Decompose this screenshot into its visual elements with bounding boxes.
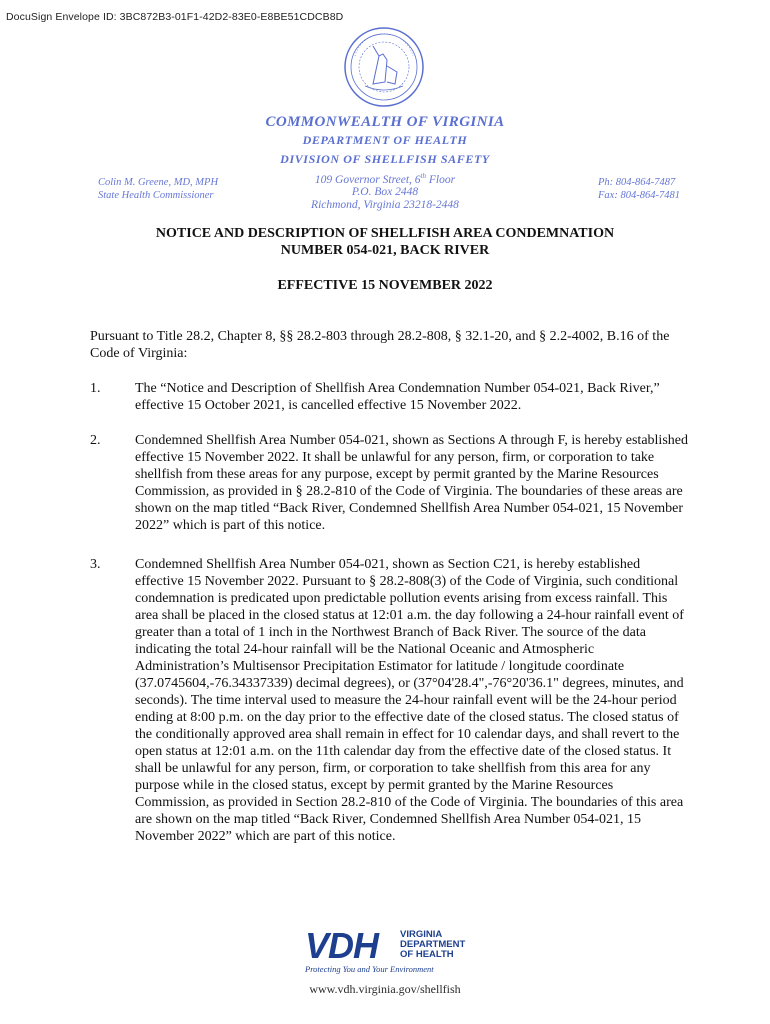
commissioner-title: State Health Commissioner [98, 190, 214, 201]
item-number: 1. [90, 381, 101, 396]
notice-title-line1: NOTICE AND DESCRIPTION OF SHELLFISH AREA CONDEMNATION [155, 226, 615, 241]
fax-number: Fax: 804-864-7481 [598, 190, 680, 201]
vdh-logo [305, 925, 470, 974]
letterhead-commonwealth: COMMONWEALTH OF VIRGINIA [265, 114, 505, 130]
item-number: 2. [90, 433, 101, 448]
address-po-box: P.O. Box 2448 [351, 186, 419, 199]
address-city: Richmond, Virginia 23218-2448 [311, 198, 459, 211]
vdh-logo-tagline: Protecting You and Your Environment [305, 964, 434, 974]
docusign-envelope-id: DocuSign Envelope ID: 3BC872B3-01F1-42D2-83E0-E8BE51CDCB8D [6, 11, 344, 23]
contact-block [598, 176, 680, 202]
item-text: Condemned Shellfish Area Number 054-021, shown as Section C21, is hereby established effective 15 November 2022. Pursuant to § 28.2-808(3) of the Code of Virginia, such conditional condemnation is predicated upon predictable pollution events arising from excess rainfall. This area shall be placed in the closed status at 12:01 a.m. the day following a 24-hour rainfall event of greater than a total of 1 inch in the Northwest Branch of Back River. The source of the data indicating the total 24-hour rainfall will be the National Oceanic and Atmospheric Administration’s Multisensor Precipitation Estimator for latitude / longitude coordinate (37.0745604,-76.34337339) decimal degrees), or (37°04'28.4",-76°20'36.1" degrees, minutes, and seconds). The time interval used to measure the 24-hour rainfall event will be the 24-hour period ending at 8:00 p.m. on the day prior to the effective date of the closed status. The closed status of the conditionally approved area shall remain in effect for 10 calendar days, and shall revert to the open status at 12:01 a.m. on the 11th calendar day from the effective date of the closed status. It shall be unlawful for any person, firm, or corporation to take shellfish from this area for any purpose while in the closed status, except by permit granted by the Marine Resources Commission, as provided in Section 28.2-810 of the Code of Virginia. The boundaries of this area are shown on the map titled “Back River, Condemned Shellfish Area Number 054-021, 15 November 2022” which are part of this notice. [135, 557, 684, 844]
footer-url: www.vdh.virginia.gov/shellfish [309, 982, 461, 996]
address-street: 109 Governor Street, 6th Floor [314, 172, 456, 186]
virginia-state-seal-icon [343, 26, 425, 108]
effective-date-heading: EFFECTIVE 15 NOVEMBER 2022 [277, 278, 493, 293]
letterhead-division: DIVISION OF SHELLFISH SAFETY [280, 152, 490, 166]
notice-title-line2: NUMBER 054-021, BACK RIVER [280, 243, 490, 258]
intro-paragraph: Pursuant to Title 28.2, Chapter 8, §§ 28.2-803 through 28.2-808, § 32.1-20, and § 2.2-4002, B.16 of the Code of Virginia: [90, 329, 670, 361]
item-text: Condemned Shellfish Area Number 054-021, shown as Sections A through F, is hereby established effective 15 November 2022. It shall be unlawful for any person, firm, or corporation to take shellfish from these areas for any purpose, except by permit granted by the Marine Resources Commission, as provided in § 28.2-810 of the Code of Virginia. The boundaries of these areas are shown on the map titled “Back River, Condemned Shellfish Area Number 054-021, 15 November 2022” which is part of this notice. [135, 433, 688, 533]
letterhead-department: DEPARTMENT OF HEALTH [302, 133, 468, 147]
item-number: 3. [90, 557, 101, 572]
commissioner-name: Colin M. Greene, MD, MPH [98, 177, 219, 188]
vdh-logo-department: VIRGINIA DEPARTMENT OF HEALTH [400, 929, 466, 960]
item-text: The “Notice and Description of Shellfish Area Condemnation Number 054-021, Back River,” effective 15 October 2021, is cancelled effective 15 November 2022. [135, 381, 660, 413]
vdh-logo-letters: VDH [305, 925, 379, 966]
phone-number: Ph: 804-864-7487 [598, 177, 676, 188]
